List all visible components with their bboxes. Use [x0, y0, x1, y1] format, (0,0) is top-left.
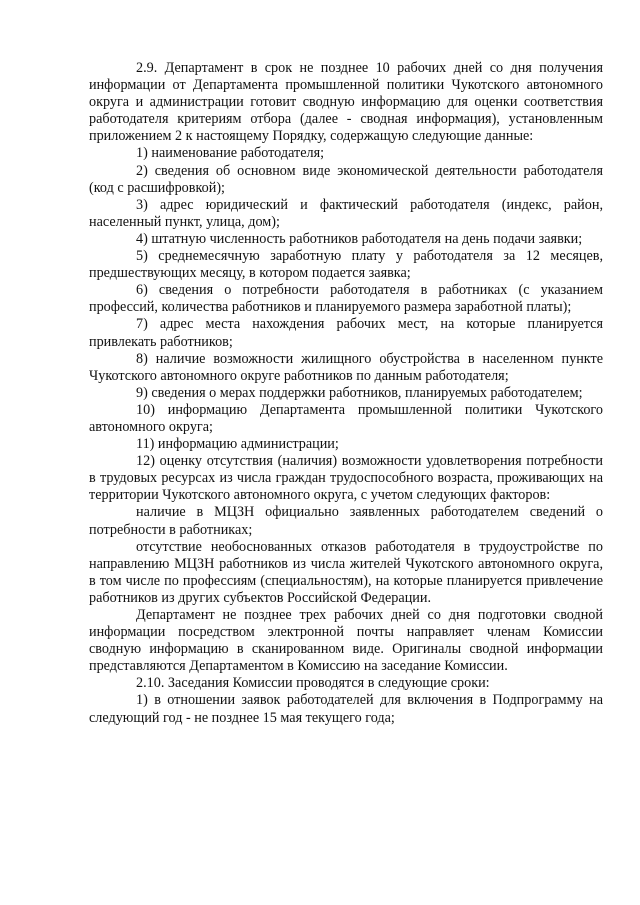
- factor-2: отсутствие необоснованных отказов работодателя в трудоустройстве по направлению МЦЗН работников из числа жителей Чукотского автономного округа, в том числе по профессиям (специальностям), на которые планируется привлечение работников из других субъектов Российской Федерации.: [89, 538, 603, 606]
- list-item-9: 9) сведения о мерах поддержки работников, планируемых работодателем;: [136, 384, 583, 401]
- list-item-12: 12) оценку отсутствия (наличия) возможности удовлетворения потребности в трудовых ресурсах из числа граждан трудоспособного возраста, проживающих на территории Чукотского автономного округа, с учетом следующих факторов:: [89, 453, 603, 504]
- list-item-2-10-1: 1) в отношении заявок работодателей для включения в Подпрограмму на следующий год - не позднее 15 мая текущего года;: [89, 692, 603, 726]
- list-item-8: 8) наличие возможности жилищного обустройства в населенном пункте Чукотского автономного округе работников по данным работодателя;: [89, 350, 603, 384]
- list-item-2: 2) сведения об основном виде экономической деятельности работодателя (код с расшифровкой);: [89, 162, 603, 196]
- list-item-4: 4) штатную численность работников работодателя на день подачи заявки;: [136, 230, 583, 247]
- factor-1: наличие в МЦЗН официально заявленных работодателем сведений о потребности в работниках;: [89, 504, 603, 538]
- document-body: [89, 60, 603, 727]
- list-item-7: 7) адрес места нахождения рабочих мест, на которые планируется привлекать работников;: [89, 316, 603, 350]
- list-item-11: 11) информацию администрации;: [136, 436, 339, 453]
- paragraph-department-deadline: Департамент не позднее трех рабочих дней со дня подготовки сводной информации посредством электронной почты направляет членам Комиссии сводную информацию в сканированном виде. Оригиналы сводной информации представляются Департаментом в Комиссию на заседание Комиссии.: [89, 607, 603, 675]
- list-item-10: 10) информацию Департамента промышленной политики Чукотского автономного округа;: [89, 401, 603, 435]
- paragraph-2-10-heading: 2.10. Заседания Комиссии проводятся в следующие сроки:: [136, 675, 490, 692]
- list-item-1: 1) наименование работодателя;: [136, 145, 325, 162]
- list-item-5: 5) среднемесячную заработную плату у работодателя за 12 месяцев, предшествующих месяцу, в котором подается заявка;: [89, 248, 603, 282]
- paragraph-2-9-intro: 2.9. Департамент в срок не позднее 10 рабочих дней со дня получения информации от Департамента промышленной политики Чукотского автономного округа и администрации готовит сводную информацию для оценки соответствия работодателя критериям отбора (далее - сводная информация), установленным приложением 2 к настоящему Порядку, содержащую следующие данные:: [89, 60, 603, 145]
- list-item-3: 3) адрес юридический и фактический работодателя (индекс, район, населенный пункт, улица, дом);: [89, 196, 603, 230]
- list-item-6: 6) сведения о потребности работодателя в работниках (с указанием профессий, количества работников и планируемого размера заработной платы);: [89, 282, 603, 316]
